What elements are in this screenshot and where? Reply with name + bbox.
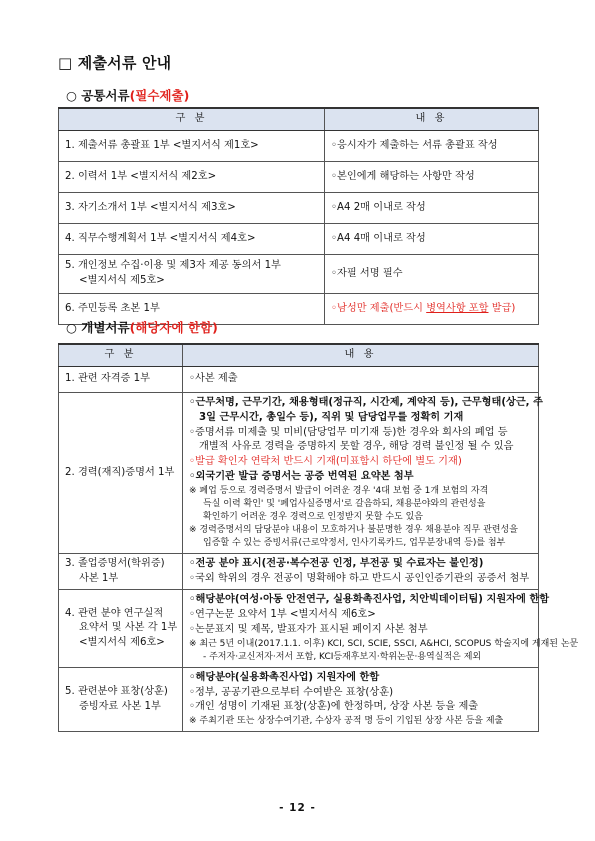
row-content: ◦A4 4매 이내로 작성 [325, 224, 539, 255]
row-content-line: ◦정부, 공공기관으로부터 수여받은 표창(상훈) [189, 686, 394, 698]
table-row [59, 131, 539, 162]
row-content [183, 393, 543, 554]
row-category-line: 3. 졸업증명서(학위증) [65, 557, 165, 569]
table-row [59, 667, 539, 731]
individual-docs-applicable-note: (해당자에 한함) [129, 320, 218, 335]
row-category: 2. 이력서 1부 <별지서식 제2호> [59, 162, 325, 193]
row-content-text: 발급) [488, 302, 516, 314]
column-header-content: 내 용 [183, 344, 539, 367]
row-content-line: ◦해당분야(여성·아동 안전연구, 실용화촉진사업, 치안빅데이터팀) 지원자에 한함 [189, 594, 550, 606]
individual-docs-table [58, 343, 579, 732]
table-row [59, 393, 539, 554]
table-row [59, 590, 539, 667]
column-header-category: 구 분 [59, 344, 183, 367]
row-category-line: 사본 1부 [79, 572, 119, 584]
table-header-row [59, 344, 539, 367]
common-docs-heading-label: ○ 공통서류 [66, 88, 130, 103]
table-row [59, 255, 539, 294]
row-category: 2. 경력(재직)증명서 1부 [59, 393, 183, 554]
row-content-line: ◦논문표지 및 제목, 발표자가 표시된 페이지 사본 첨부 [189, 624, 428, 636]
row-category-line: 4. 관련 분야 연구실적 [65, 607, 164, 619]
row-content-note: 득실 이력 확인' 및 '폐업사실증명서'로 갈음하되, 채용분야와의 관련성을 [203, 498, 486, 509]
row-content-line: ◦해당분야(실용화촉진사업) 지원자에 한함 [189, 671, 380, 683]
row-category: 1. 관련 자격증 1부 [59, 367, 183, 393]
row-category: 6. 주민등록 초본 1부 [59, 294, 325, 325]
row-category-line: 5. 개인정보 수집·이용 및 제3자 제공 동의서 1부 [65, 260, 281, 272]
table-row [59, 193, 539, 224]
row-content [325, 294, 539, 325]
row-content-note: ※ 경력증명서의 담당분야 내용이 모호하거나 불분명한 경우 채용분야 직무 관련성을 [189, 524, 518, 535]
row-content [183, 553, 539, 590]
row-category-line: <별지서식 제6호> [79, 637, 165, 649]
table-row [59, 224, 539, 255]
table-header-row [59, 108, 539, 131]
row-category [59, 553, 183, 590]
table-row [59, 553, 539, 590]
table-row [59, 367, 539, 393]
row-category-line: 요약서 및 사본 각 1부 [79, 622, 178, 634]
row-content-line: ◦연구논문 요약서 1부 <별지서식 제6호> [189, 609, 376, 621]
row-content-line: 3일 근무시간, 총일수 등), 직위 및 담당업무를 정확히 기재 [199, 411, 464, 423]
row-category-line: 5. 관련분야 표창(상훈) [65, 685, 168, 697]
common-docs-required-note: (필수제출) [129, 88, 190, 103]
row-content-line: ◦개인 성명이 기재된 표창(상훈)에 한정하며, 상장 사본 등을 제출 [189, 701, 479, 713]
column-header-content: 내 용 [325, 108, 539, 131]
row-content-line: ◦전공 분야 표시(전공·복수전공 인정, 부전공 및 수료자는 불인정) [189, 557, 484, 569]
table-row [59, 162, 539, 193]
row-content-note: - 주저자·교신저자·저서 포함, KCI등재후보지·학위논문·용역실적은 제외 [203, 651, 482, 662]
row-category [59, 667, 183, 731]
common-docs-table [58, 107, 539, 325]
row-content-line: ◦발급 확인자 연락처 반드시 기재(미표함시 하단에 별도 기재) [189, 456, 462, 468]
row-content [183, 367, 539, 393]
individual-docs-heading-label: ○ 개별서류 [66, 320, 130, 335]
row-content [183, 667, 539, 731]
row-content-underlined: 병역사항 포함 [426, 302, 489, 314]
row-content-line: ◦근무처명, 근무기간, 채용형태(정규직, 시간제, 계약직 등), 근무형태(상근, 주 [189, 397, 543, 408]
common-docs-heading [66, 86, 189, 104]
row-content: ◦A4 2매 이내로 작성 [325, 193, 539, 224]
page-title: □ 제출서류 안내 [58, 54, 172, 72]
row-content-note: ※ 최근 5년 이내(2017.1.1. 이후) KCI, SCI, SCIE, SSCI, A&HCI, SCOPUS 학술지에 게재된 논문 [189, 638, 579, 649]
row-content: ◦자필 서명 필수 [325, 255, 539, 294]
row-content-line: 개별적 사유로 경력을 증명하지 못할 경우, 해당 경력 불인정 될 수 있음 [199, 441, 514, 453]
page-number: - 12 - [279, 802, 316, 814]
row-category-line: 증빙자료 사본 1부 [79, 700, 161, 712]
row-content-line: ◦사본 제출 [189, 373, 238, 385]
row-content-line: ◦외국기관 발급 증명서는 공증 번역된 요약본 첨부 [189, 470, 414, 482]
row-content [183, 590, 579, 667]
column-header-category: 구 분 [59, 108, 325, 131]
row-content-note: 확인하기 어려운 경우 경력으로 인정받지 못할 수도 있음 [203, 511, 423, 522]
row-content-text: ◦남성만 제출(반드시 [331, 302, 427, 314]
row-content-note: 입증할 수 있는 증빙서류(근로약정서, 인사기록카드, 업무분장내역 등)를 첨부 [203, 537, 506, 548]
row-category: 1. 제출서류 총괄표 1부 <별지서식 제1호> [59, 131, 325, 162]
row-category [59, 590, 183, 667]
row-content-line: ◦국외 학위의 경우 전공이 명확해야 하고 반드시 공인인증기관의 공증서 첨부 [189, 572, 530, 584]
row-content-note: ※ 주최기관 또는 상장수여기관, 수상자 공적 명 등이 기입된 상장 사본 등을 제출 [189, 716, 504, 727]
row-content: ◦응시자가 제출하는 서류 총괄표 작성 [325, 131, 539, 162]
row-content-note: ※ 폐업 등으로 경력증명서 발급이 어려운 경우 '4대 보험 중 1개 보험의 자격 [189, 485, 489, 496]
individual-docs-heading [66, 318, 218, 336]
row-content-line: ◦증명서류 미제출 및 미비(담당업무 미기재 등)한 경우와 회사의 폐업 등 [189, 426, 508, 438]
row-content: ◦본인에게 해당하는 사항만 작성 [325, 162, 539, 193]
row-category: 4. 직무수행계획서 1부 <별지서식 제4호> [59, 224, 325, 255]
row-category [59, 255, 325, 294]
row-category-line: <별지서식 제5호> [79, 275, 165, 286]
row-category: 3. 자기소개서 1부 <별지서식 제3호> [59, 193, 325, 224]
